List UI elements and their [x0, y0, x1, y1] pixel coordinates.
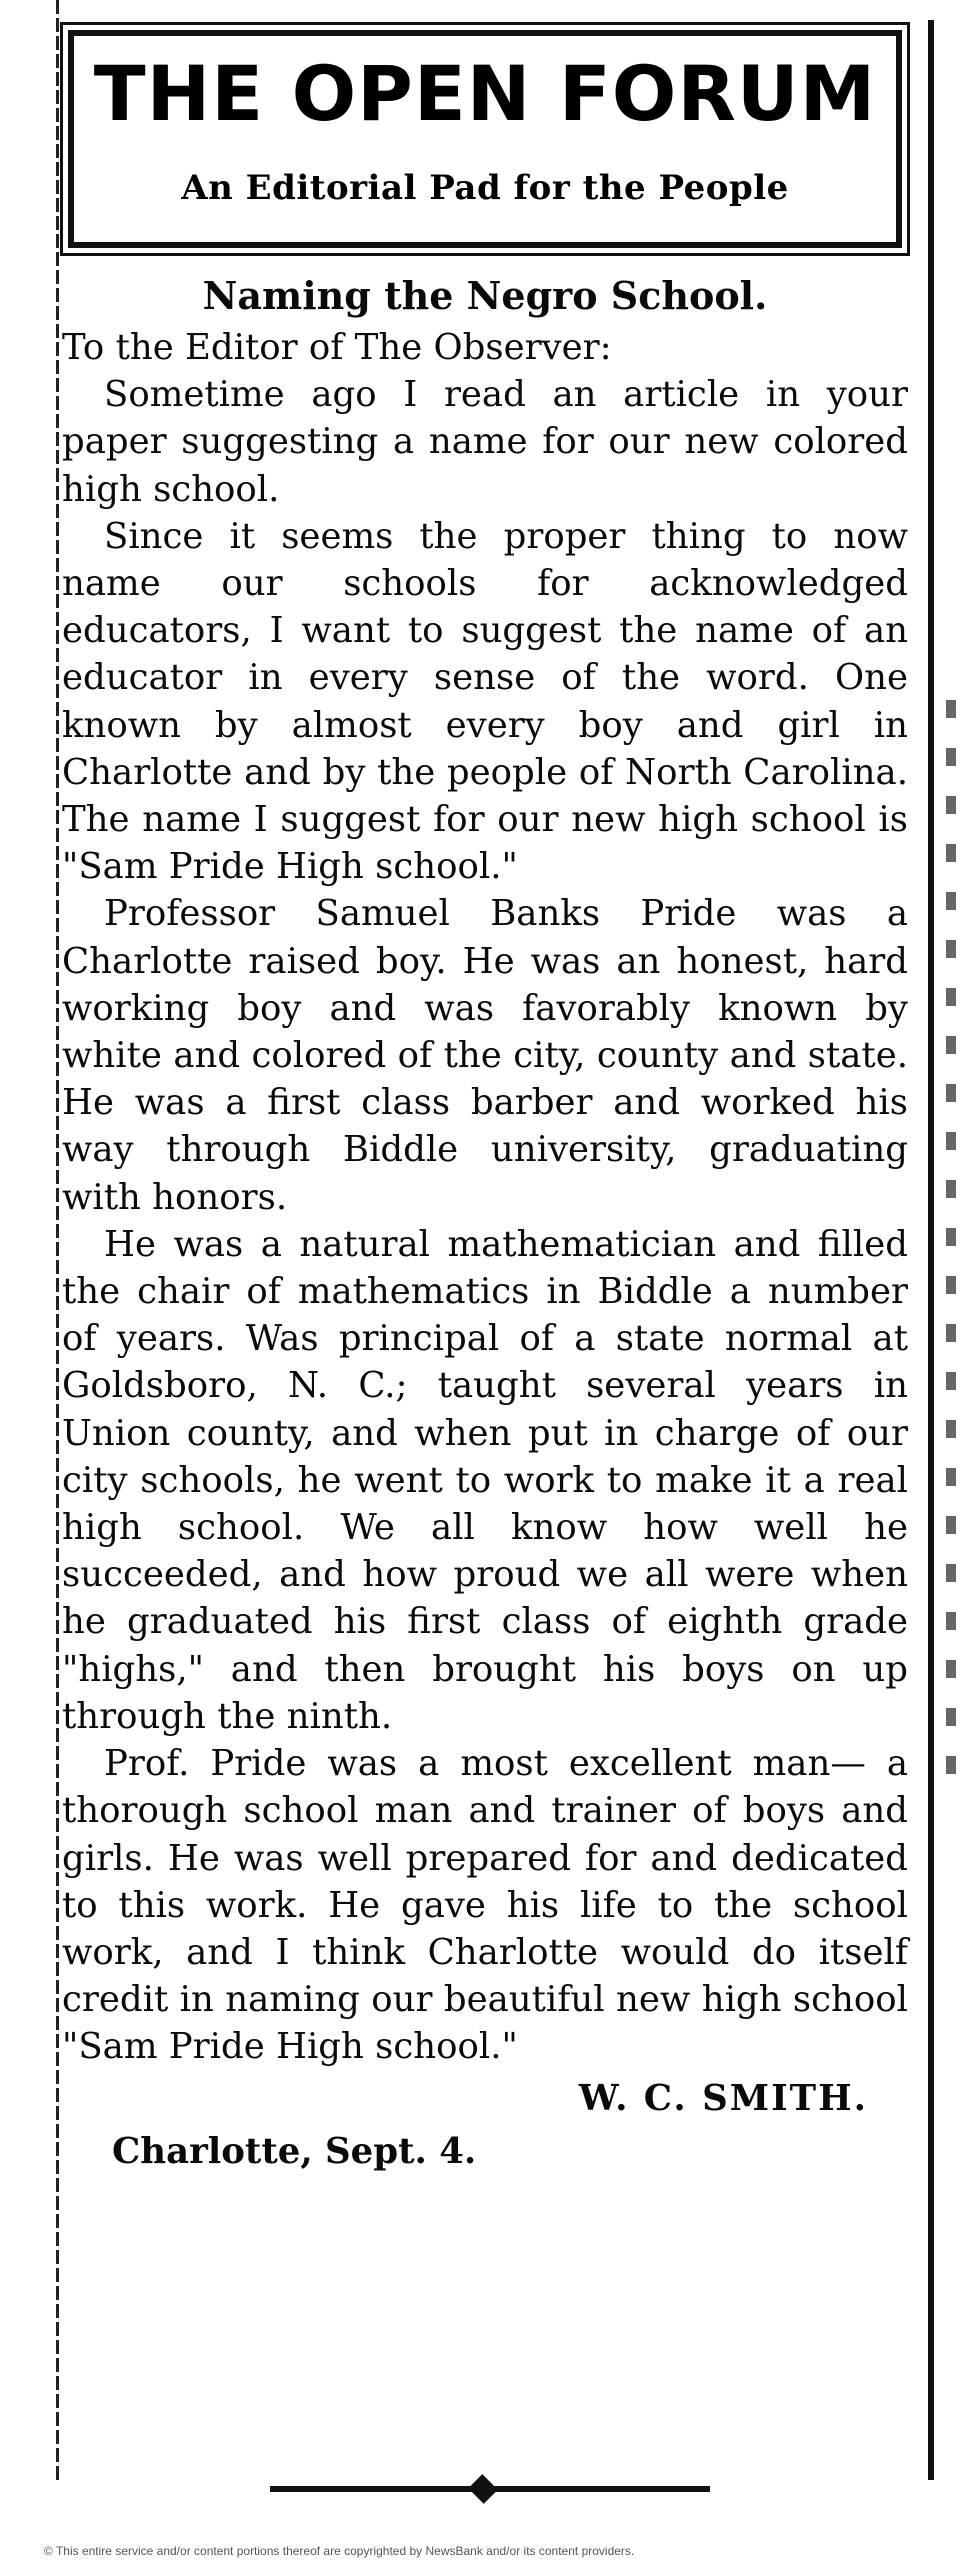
- article-paragraph: Sometime ago I read an article in your paper suggesting a name for our new colored high school.: [62, 374, 908, 510]
- masthead-box: [68, 30, 902, 248]
- copyright-notice: © This entire service and/or content portions thereof are copyrighted by NewsBank and/or its content providers.: [44, 2544, 635, 2558]
- article-paragraph: He was a natural mathematician and filled the chair of mathematics in Biddle a number of years. Was principal of a state normal at Goldsboro, N. C.; taught several years in Union county, and when put in charge of our city schools, he went to work to make it a real high school. We all know how well he succeeded, and how proud we all were when he graduated his first class of eighth grade "highs," and then brought his boys on up through the ninth.: [62, 1223, 908, 1737]
- article-paragraph: Since it seems the proper thing to now name our schools for acknowledged educators, I want to suggest the name of an educator in every sense of the word. One known by almost every boy and girl in Charlotte and by the people of North Carolina. The name I suggest for our new high school is "Sam Pride High school.": [62, 515, 908, 888]
- author-signature: W. C. SMITH.: [578, 2077, 868, 2119]
- masthead-subtitle: An Editorial Pad for the People: [181, 168, 789, 208]
- article-headline: Naming the Negro School.: [202, 273, 768, 318]
- adjacent-column-fragment: [946, 700, 956, 1800]
- article-salutation: To the Editor of The Observer:: [62, 327, 612, 368]
- article-body: [62, 270, 908, 2175]
- article-paragraph: Professor Samuel Banks Pride was a Charlotte raised boy. He was an honest, hard working boy and was favorably known by white and colored of the city, county and state. He was a first class barber and worked his way through Biddle university, graduating with honors.: [62, 893, 908, 1218]
- article-dateline: Charlotte, Sept. 4.: [112, 2130, 477, 2172]
- end-rule-ornament: [468, 2474, 498, 2504]
- masthead-title: THE OPEN FORUM: [93, 49, 877, 138]
- column-rule-left: [56, 0, 59, 2480]
- column-rule-right: [928, 20, 934, 2480]
- article-paragraph: Prof. Pride was a most excellent man— a thorough school man and trainer of boys and girls. He was well prepared for and dedicated to this work. He gave his life to the school work, and I think Charlotte would do itself credit in naming our beautiful new high school "Sam Pride High school.": [62, 1743, 908, 2068]
